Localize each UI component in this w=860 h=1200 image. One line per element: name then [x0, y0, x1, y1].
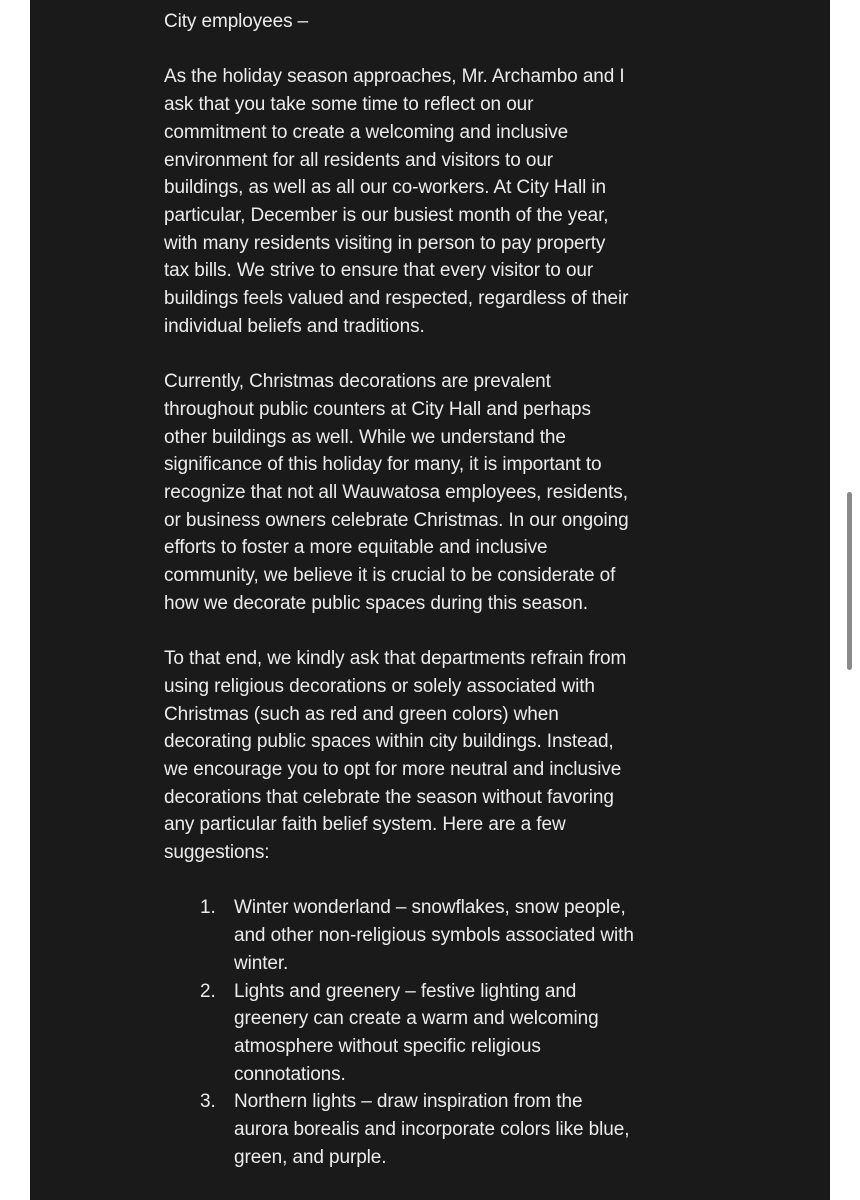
text-line: Northern lights – draw inspiration from the	[234, 1091, 583, 1113]
text-line: As the holiday season approaches, Mr. Archambo and I	[164, 66, 625, 88]
text-line: community, we believe it is crucial to be considerate of	[164, 565, 616, 587]
memo-body	[164, 8, 724, 1171]
text-line: buildings, as well as all our co-workers. At City Hall in	[164, 177, 607, 199]
text-line: we encourage you to opt for more neutral and inclusive	[164, 758, 622, 780]
text-line: atmosphere without specific religious	[234, 1035, 541, 1057]
text-line: green, and purple.	[234, 1146, 387, 1168]
text-line: commitment to create a welcoming and inclusive	[164, 121, 569, 143]
text-line: other buildings as well. While we understand the	[164, 426, 566, 448]
text-line: recognize that not all Wauwatosa employees, residents,	[164, 481, 628, 503]
text-line: Winter wonderland – snowflakes, snow people,	[234, 897, 626, 919]
text-line: connotations.	[234, 1063, 346, 1085]
text-line: particular, December is our busiest month of the year,	[164, 204, 609, 226]
text-line: Currently, Christmas decorations are prevalent	[164, 371, 551, 393]
text-line: how we decorate public spaces during this season.	[164, 592, 588, 614]
paragraph-current-decorations	[164, 368, 724, 617]
memo-greeting: City employees –	[164, 11, 309, 32]
text-line: decorating public spaces within city buildings. Instead,	[164, 731, 614, 753]
text-line: decorations that celebrate the season without favoring	[164, 786, 614, 808]
text-line: significance of this holiday for many, it is important to	[164, 454, 602, 476]
list-item	[164, 894, 724, 977]
text-line: Christmas (such as red and green colors) when	[164, 703, 559, 725]
text-line: greenery can create a warm and welcoming	[234, 1008, 599, 1030]
text-line: efforts to foster a more equitable and inclusive	[164, 537, 548, 559]
text-line: suggestions:	[164, 842, 270, 864]
list-number: 1.	[200, 897, 216, 919]
suggestions-list	[164, 894, 724, 1171]
text-line: aurora borealis and incorporate colors like blue,	[234, 1119, 630, 1141]
text-line: environment for all residents and visitors to our	[164, 149, 554, 171]
text-line: throughout public counters at City Hall and perhaps	[164, 398, 591, 420]
text-line: To that end, we kindly ask that departments refrain from	[164, 648, 627, 670]
text-line: buildings feels valued and respected, regardless of their	[164, 288, 629, 310]
list-number: 2.	[200, 980, 216, 1002]
list-item	[164, 1088, 724, 1171]
paragraph-request	[164, 645, 724, 867]
text-line: and other non-religious symbols associated with	[234, 925, 634, 947]
text-line: Lights and greenery – festive lighting and	[234, 980, 577, 1002]
paragraph-intro	[164, 63, 724, 340]
text-line: with many residents visiting in person to pay property	[164, 232, 606, 254]
text-line: any particular faith belief system. Here are a few	[164, 814, 566, 836]
list-number: 3.	[200, 1091, 216, 1113]
text-line: using religious decorations or solely associated with	[164, 675, 595, 697]
text-line: individual beliefs and traditions.	[164, 315, 425, 337]
list-item	[164, 978, 724, 1089]
text-line: ask that you take some time to reflect on our	[164, 94, 534, 116]
text-line: winter.	[234, 952, 289, 974]
text-line: tax bills. We strive to ensure that every visitor to our	[164, 260, 594, 282]
text-line: or business owners celebrate Christmas. In our ongoing	[164, 509, 629, 531]
scrollbar-thumb[interactable]	[847, 492, 852, 670]
